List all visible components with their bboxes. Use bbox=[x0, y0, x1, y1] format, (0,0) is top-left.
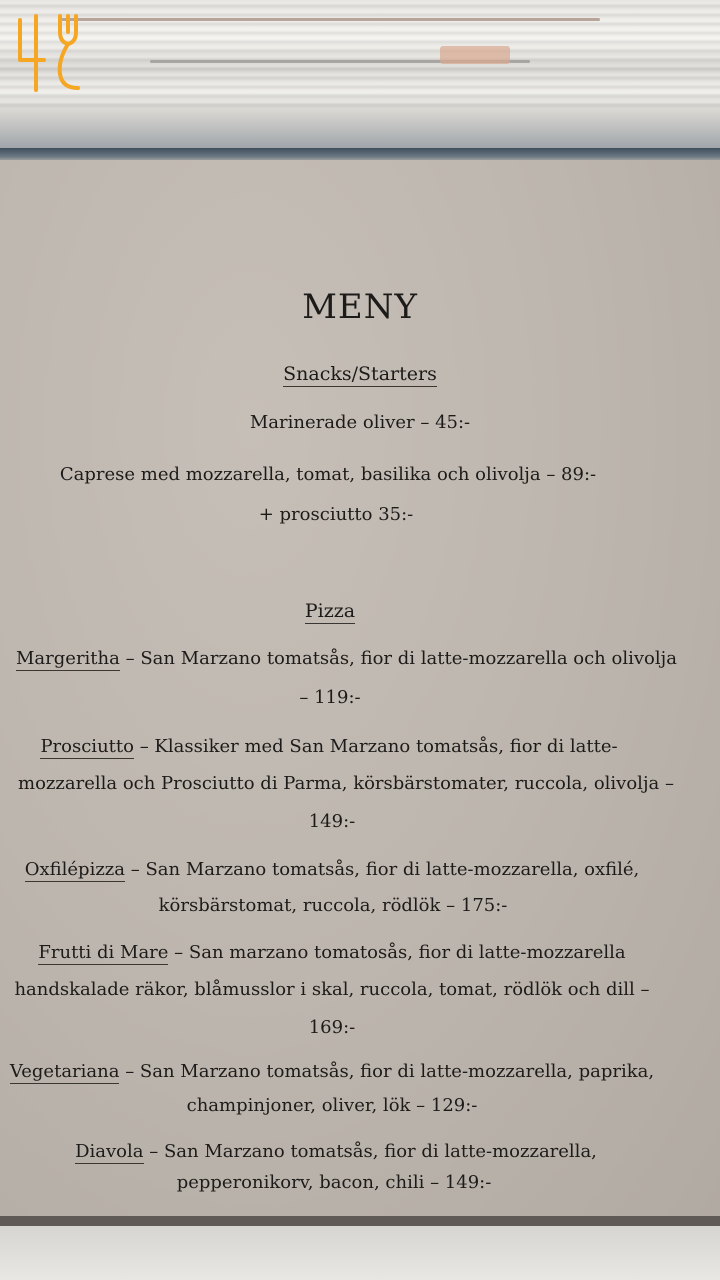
menu-item-margeritha: Margeritha – San Marzano tomatsås, fior di latte-mozzarella och olivolja bbox=[16, 648, 677, 669]
menu-item-prosciutto-price: 149:- bbox=[308, 811, 356, 832]
menu-item-oliver: Marinerade oliver – 45:- bbox=[249, 412, 471, 433]
menu-item-prosciutto: Prosciutto – Klassiker med San Marzano tomatsås, fior di latte- bbox=[40, 736, 618, 757]
menu-item-frutti-price: 169:- bbox=[308, 1017, 356, 1038]
menu-item-prosciutto-line2: mozzarella och Prosciutto di Parma, körsbärstomater, ruccola, olivolja – bbox=[18, 773, 674, 794]
wooden-frame bbox=[0, 0, 720, 150]
menu-item-frutti-di-mare: Frutti di Mare – San marzano tomatosås, fior di latte-mozzarella bbox=[38, 942, 626, 963]
menu-title: MENY bbox=[302, 287, 418, 327]
menu-item-vegetariana: Vegetariana – San Marzano tomatsås, fior di latte-mozzarella, paprika, bbox=[9, 1061, 655, 1082]
fork-knife-logo-icon bbox=[14, 10, 88, 94]
section-heading-pizza: Pizza bbox=[304, 600, 356, 622]
menu-item-diavola-line2: pepperonikorv, bacon, chili – 149:- bbox=[176, 1172, 492, 1193]
menu-item-diavola: Diavola – San Marzano tomatsås, fior di latte-mozzarella, bbox=[75, 1141, 597, 1162]
menu-item-margeritha-price: – 119:- bbox=[299, 687, 361, 708]
menu-item-frutti-line2: handskalade räkor, blåmusslor i skal, ruccola, tomat, rödlök och dill – bbox=[14, 979, 650, 1000]
menu-item-oxfile-line2: körsbärstomat, ruccola, rödlök – 175:- bbox=[158, 895, 508, 916]
menu-item-prosciutto-addon: + prosciutto 35:- bbox=[258, 504, 414, 525]
menu-item-caprese: Caprese med mozzarella, tomat, basilika och olivolja – 89:- bbox=[59, 464, 597, 485]
menu-item-vegetariana-line2: champinjoner, oliver, lök – 129:- bbox=[186, 1095, 478, 1116]
menu-item-oxfile: Oxfilépizza – San Marzano tomatsås, fior di latte-mozzarella, oxfilé, bbox=[24, 859, 640, 880]
surface-below bbox=[0, 1226, 720, 1280]
paper-bottom-edge bbox=[0, 1216, 720, 1226]
section-heading-snacks: Snacks/Starters bbox=[283, 363, 437, 385]
